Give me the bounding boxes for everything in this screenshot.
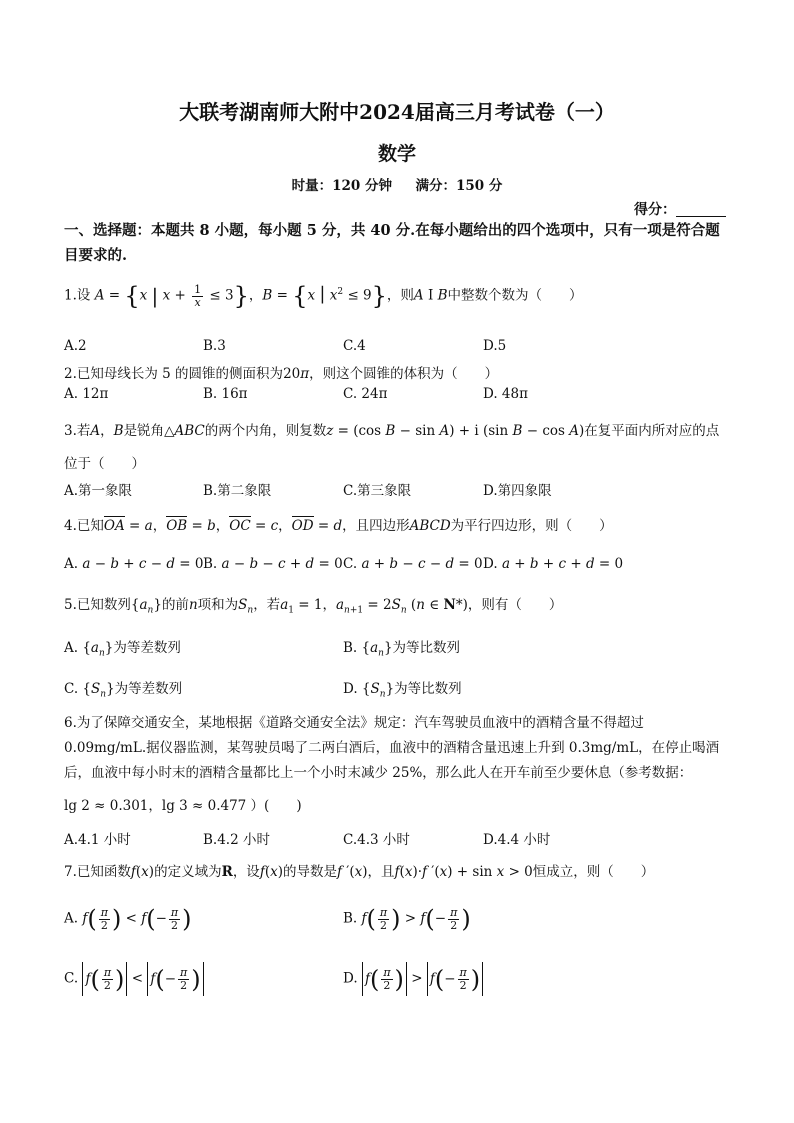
q2-option-a[interactable]: A. 12π <box>64 386 109 402</box>
q5-prefix: 5.已知数列 <box>64 597 131 613</box>
q6-option-b[interactable]: B.4.2 小时 <box>203 832 270 848</box>
q1-suffix: 中整数个数为（ ） <box>447 287 583 304</box>
q7-option-c[interactable]: C. f( $\frac{\pi}{2}$ ) < f(− $\frac{\pi}{2}$ ) <box>64 962 204 996</box>
q5-mid: 的前 <box>161 597 189 613</box>
q3-mid2: 的两个内角，则复数 <box>204 423 327 439</box>
q3-option-b[interactable]: B.第二象限 <box>203 483 272 499</box>
q2-option-b[interactable]: B. 16π <box>203 386 248 402</box>
q7-option-a[interactable]: A. f( $\frac{\pi}{2}$ ) < f(− $\frac{\pi}{2}$ ) <box>64 905 192 933</box>
section-1-heading: 一、选择题：本题共 8 小题，每小题 5 分，共 40 分.在每小题给出的四个选项中，只有一项是符合题目要求的. <box>64 222 720 265</box>
question-6-line2: 0.09mg/mL.据仪器监测，某驾驶员喝了二两白酒后，血液中的酒精含量迅速上升到 0.3mg/mL，在停止喝酒 <box>64 740 720 756</box>
q5-option-a[interactable]: A. $\{a_n\}$为等差数列 <box>64 640 181 659</box>
subject-title: 数学 <box>377 143 416 165</box>
q5-option-b[interactable]: B. $\{a_n\}$为等比数列 <box>343 640 461 659</box>
q6-option-d[interactable]: D.4.4 小时 <box>483 832 551 848</box>
q1-option-b[interactable]: B.3 <box>203 338 226 354</box>
q2-text2: ，则这个圆锥的体积为（ ） <box>309 366 499 382</box>
q5-mid3: ，若 <box>253 597 281 613</box>
q4-option-d[interactable]: D. a + b + c + d = 0 <box>483 556 624 572</box>
score-blank[interactable] <box>676 202 726 217</box>
q3-suffix: 在复平面内所对应的点 <box>584 423 720 439</box>
q6-option-a[interactable]: A.4.1 小时 <box>64 832 131 848</box>
q3-line2: 位于（ ） <box>64 456 145 472</box>
score-label: 得分： <box>634 202 676 218</box>
q7-mid: 的定义域为 <box>154 864 222 880</box>
q2-option-c[interactable]: C. 24π <box>343 386 388 402</box>
q1-option-c[interactable]: C.4 <box>343 338 366 354</box>
q1-mid: ，则 <box>386 287 414 304</box>
score-field <box>634 199 726 219</box>
question-6-line3: 后，血液中每小时末的酒精含量都比上一个小时末减少 25%，那么此人在开车前至少要休息（参考数据： <box>64 765 693 781</box>
q4-suffix: ，且四边形 <box>342 518 410 534</box>
q7-mid4: ，且 <box>367 864 395 880</box>
q1-prefix: 1.设 <box>64 287 91 304</box>
score-info: 满分：150 分 <box>415 178 503 194</box>
exam-title: 大联考湖南师大附中2024届高三月考试卷（一） <box>179 100 615 124</box>
q4-prefix: 4.已知 <box>64 518 104 534</box>
q7-mid3: 的导数是 <box>283 864 337 880</box>
q2-text: 2.已知母线长为 5 的圆锥的侧面积为 <box>64 366 284 382</box>
question-4: 4.已知OA = a，OB = b，OC = c，OD = d，且四边形ABCD为平行四边形，则（ ） <box>64 518 613 534</box>
question-5: 5.已知数列$\{a_n\}$的前n项和为$S_n$，若$a_1 = 1$，$a_{n+1} = 2S_n$ (n ∈ N*)，则有（ ） <box>64 597 563 616</box>
q3-option-a[interactable]: A.第一象限 <box>64 483 133 499</box>
q7-option-b[interactable]: B. f( $\frac{\pi}{2}$ ) > f(− $\frac{\pi}{2}$ ) <box>343 905 471 933</box>
q4-option-a[interactable]: A. a − b + c − d = 0 <box>64 556 204 572</box>
q4-option-c[interactable]: C. a + b − c − d = 0 <box>343 556 483 572</box>
q3-mid: 是锐角 <box>123 423 165 439</box>
q7-option-d[interactable]: D. f( $\frac{\pi}{2}$ ) > f(− $\frac{\pi}{2}$ ) <box>343 962 483 996</box>
question-6-line4: lg 2 ≈ 0.301，lg 3 ≈ 0.477 ）( ) <box>64 798 302 814</box>
q7-suffix: 恒成立，则（ ） <box>532 864 655 880</box>
q3-prefix: 3.若 <box>64 423 91 439</box>
question-1: 1.设 A = {x | x + $\frac{1}{x}$ ≤ 3}，B = {x | $x^2 \le 9$}，则A I B中整数个数为（ ） <box>64 282 583 310</box>
q1-option-a[interactable]: A.2 <box>64 338 87 354</box>
q3-option-d[interactable]: D.第四象限 <box>483 483 552 499</box>
time-info: 时量：120 分钟 <box>291 178 392 194</box>
question-7: 7.已知函数f(x)的定义域为R，设f(x)的导数是f ′(x)，且f(x)·f ′(x) + sin x > 0恒成立，则（ ） <box>64 864 655 880</box>
q5-suffix: ，则有（ ） <box>467 597 563 613</box>
q7-prefix: 7.已知函数 <box>64 864 131 880</box>
question-2: 2.已知母线长为 5 的圆锥的侧面积为20π，则这个圆锥的体积为（ ） <box>64 366 499 382</box>
q1-option-d[interactable]: D.5 <box>483 338 507 354</box>
question-6-line1: 6.为了保障交通安全，某地根据《道路交通安全法》规定：汽车驾驶员血液中的酒精含量不得超过 <box>64 715 644 731</box>
q5-option-d[interactable]: D. $\{S_n\}$为等比数列 <box>343 681 462 700</box>
question-3: 3.若A，B是锐角△ABC的两个内角，则复数z = (cos B − sin A) + i (sin B − cos A)在复平面内所对应的点 <box>64 423 720 439</box>
exam-meta <box>0 174 794 194</box>
q6-option-c[interactable]: C.4.3 小时 <box>343 832 410 848</box>
q2-option-d[interactable]: D. 48π <box>483 386 528 402</box>
q4-option-b[interactable]: B. a − b − c + d = 0 <box>203 556 343 572</box>
q5-option-c[interactable]: C. $\{S_n\}$为等差数列 <box>64 681 183 700</box>
q5-mid2: 项和为 <box>197 597 239 613</box>
q4-suffix2: 为平行四边形，则（ ） <box>450 518 613 534</box>
q7-mid2: ，设 <box>232 864 260 880</box>
q3-option-c[interactable]: C.第三象限 <box>343 483 412 499</box>
